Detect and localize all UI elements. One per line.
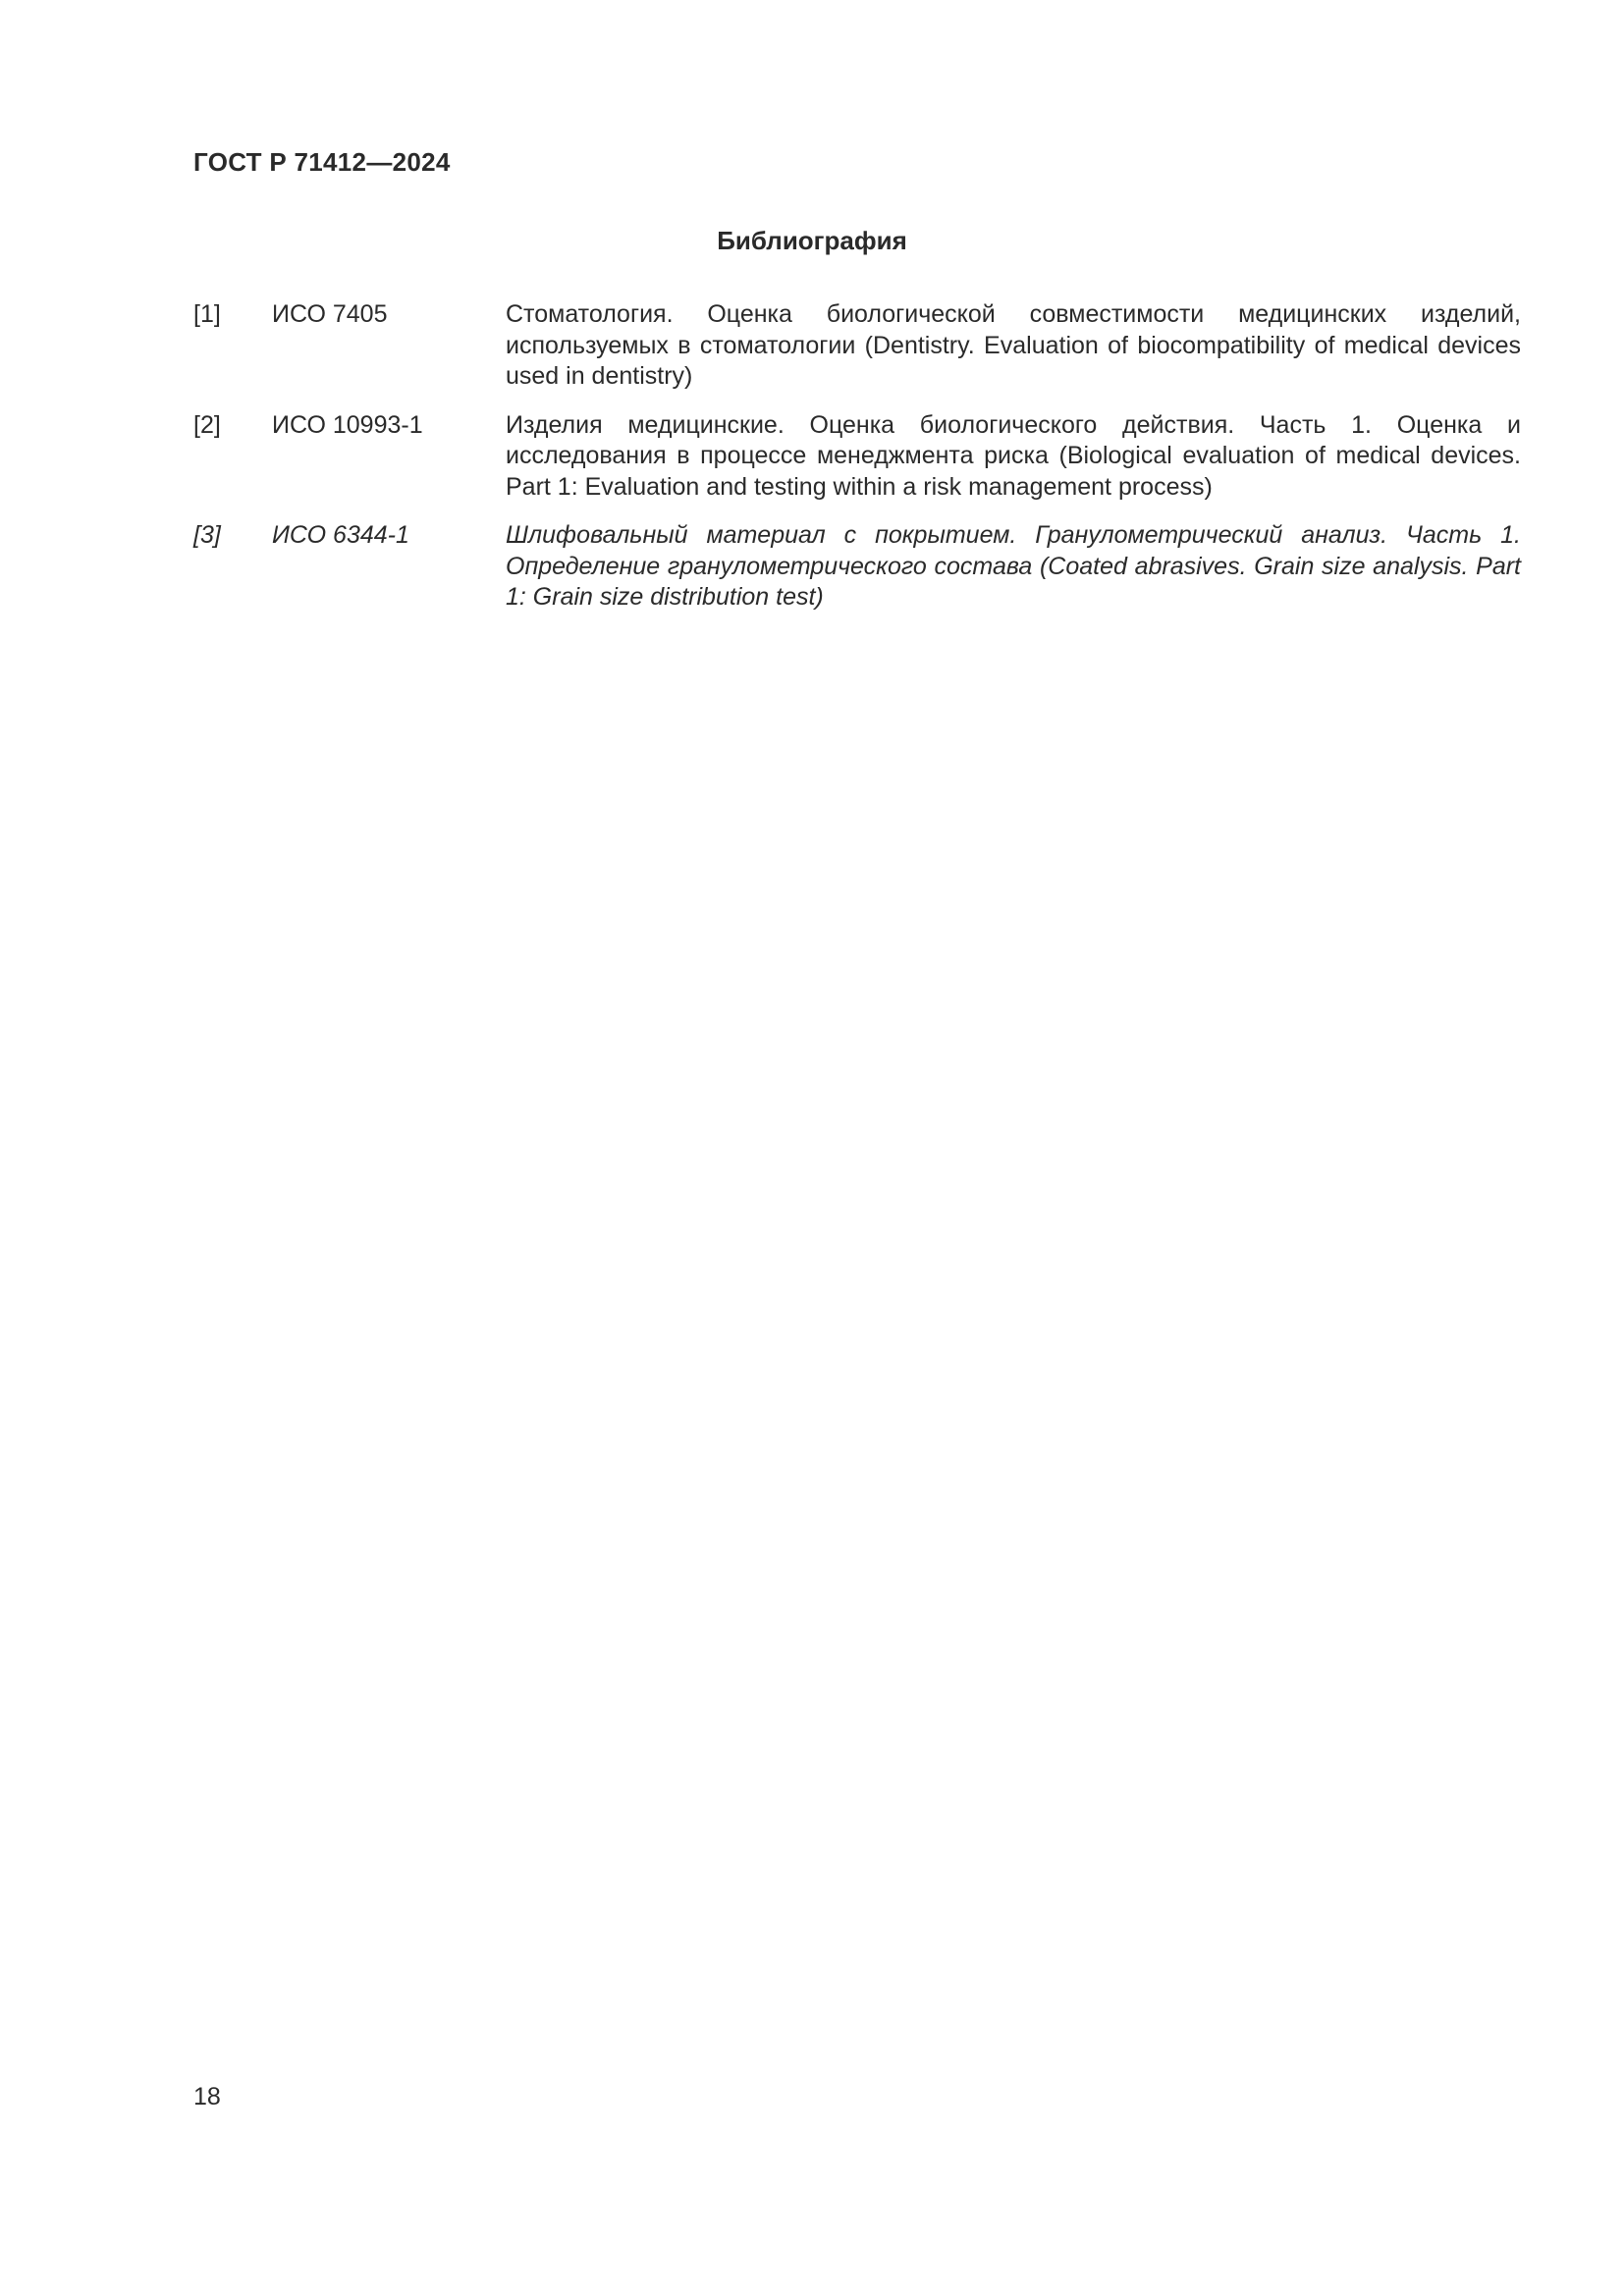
entry-text: Шлифовальный материал с покрытием. Гранулометрический анализ. Часть 1. Определение гранулометрического состава (Coated abrasives. Grain size analysis. Part 1: Grain size distribution test): [506, 521, 1521, 611]
bibliography-entry-3: [193, 520, 1521, 614]
entry-standard: ИСО 6344-1: [272, 521, 409, 549]
document-code: ГОСТ Р 71412—2024: [193, 147, 451, 177]
entry-number: [2]: [193, 410, 221, 439]
entry-standard: ИСО 10993-1: [272, 410, 423, 439]
page-number: 18: [193, 2083, 221, 2110]
entry-number: [1]: [193, 300, 221, 328]
entry-text: Стоматология. Оценка биологической совместимости медицинских изделий, используемых в стоматологии (Dentistry. Evaluation of biocompatibility of medical devices used in dentistry): [506, 300, 1521, 390]
entry-number: [3]: [193, 521, 221, 549]
bibliography-title: Библиография: [717, 226, 907, 255]
entry-text: Изделия медицинские. Оценка биологического действия. Часть 1. Оценка и исследования в процессе менеджмента риска (Biological evaluation of medical devices. Part 1: Evaluation and testing within a risk management process): [506, 410, 1521, 501]
bibliography-entry-1: [193, 299, 1521, 393]
entry-standard: ИСО 7405: [272, 300, 388, 328]
bibliography-entry-2: [193, 410, 1521, 504]
bibliography-list: [193, 299, 1521, 631]
